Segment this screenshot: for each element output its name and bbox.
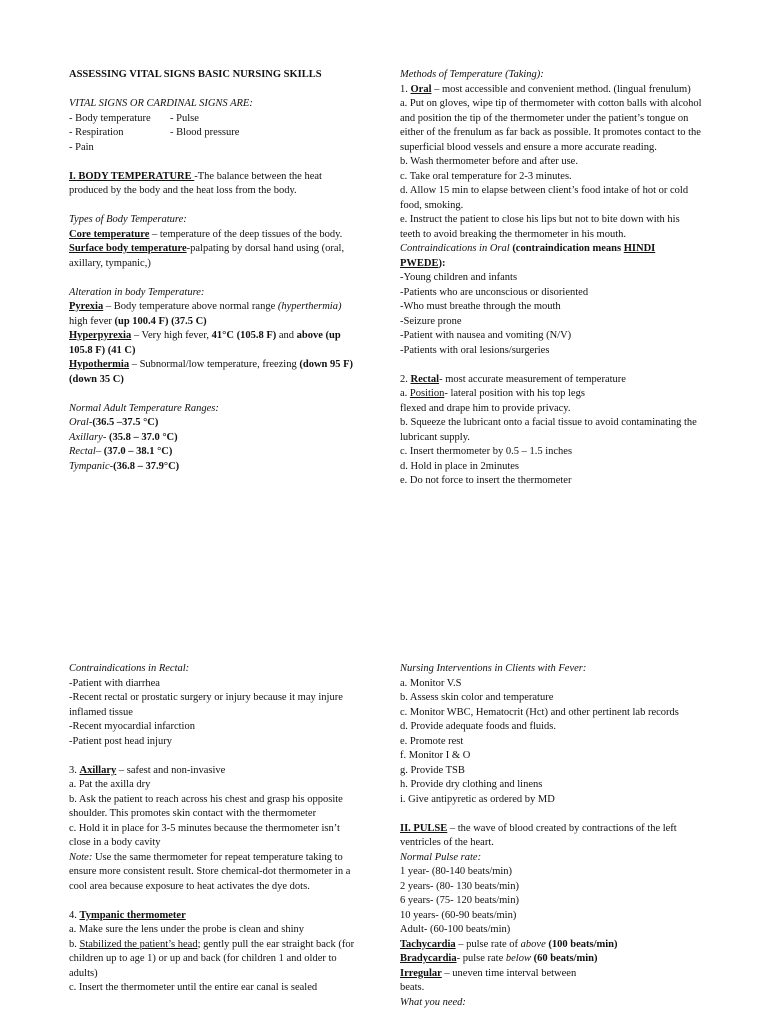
rectal-contraindication: -Patient post head injury — [69, 735, 172, 747]
fever-intervention: f. Monitor I & O — [400, 750, 471, 761]
oral-contraindication: -Patient with nausea and vomiting (N/V) — [400, 330, 572, 341]
column-right-bottom — [400, 662, 702, 1010]
rectal-contraindication: -Recent rectal or prostatic surgery or injury because it may injure inflamed tissue — [69, 692, 343, 718]
rectal-step: c. Insert thermometer by 0.5 – 1.5 inches — [400, 446, 573, 457]
fever-intervention: c. Monitor WBC, Hematocrit (Hct) and other pertinent lab records — [400, 706, 679, 718]
range-oral: Oral-(36.5 –37.5 °C) — [69, 417, 159, 428]
pulse-rate: 1 year- (80-140 beats/min) — [400, 866, 513, 877]
rectal-contraindication: -Patient with diarrhea — [69, 677, 160, 689]
axillary-note: Note: Use the same thermometer for repeat temperature taking to ensure more consistent result. Store chemical-dot thermometer in a cool area because exposure to heat activates the dye dots. — [69, 851, 351, 892]
methods-heading: Methods of Temperature (Taking): — [400, 69, 544, 80]
column-left-bottom — [69, 662, 357, 996]
fever-interventions-heading: Nursing Interventions in Clients with Fever: — [400, 663, 587, 674]
rectal-contraindication: -Recent myocardial infarction — [69, 721, 195, 732]
rectal-contraindications-heading: Contraindications in Rectal: — [69, 663, 190, 674]
rectal-step: d. Hold in place in 2minutes — [400, 460, 519, 472]
fever-intervention: h. Provide dry clothing and linens — [400, 779, 543, 790]
oral-contraindication: -Who must breathe through the mouth — [400, 301, 561, 312]
column-left-top — [69, 68, 357, 474]
vital-item: - Respiration — [69, 127, 124, 138]
oral-contraindication: -Young children and infants — [400, 272, 518, 283]
bradycardia-definition: Bradycardia- pulse rate below (60 beats/min) — [400, 953, 598, 964]
tympanic-step: c. Insert the thermometer until the entire ear canal is sealed — [69, 982, 318, 993]
hyperpyrexia-definition: Hyperpyrexia – Very high fever, 41°C (105.8 F) and above (up 105.8 F) (41 C) — [69, 330, 341, 356]
oral-step: b. Wash thermometer before and after use. — [400, 156, 578, 167]
pulse-rate: 6 years- (75- 120 beats/min) — [400, 895, 519, 906]
pulse-definition: II. PULSE – the wave of blood created by contractions of the left ventricles of the heart. — [400, 822, 677, 848]
pyrexia-definition: Pyrexia – Body temperature above normal range (hyperthermia) high fever (up 100.4 F) (37.5 C) — [69, 301, 342, 327]
column-right-top — [400, 68, 702, 489]
vital-item: - Body temperature — [69, 112, 151, 124]
fever-intervention: e. Promote rest — [400, 735, 464, 747]
tachycardia-definition: Tachycardia – pulse rate of above (100 beats/min) — [400, 938, 618, 950]
vital-row — [69, 141, 357, 156]
oral-contraindication: -Seizure prone — [400, 315, 462, 327]
rectal-step: flexed and drape him to provide privacy. — [400, 402, 571, 414]
oral-contraindications-heading: Contraindications in Oral (contraindication means HINDI PWEDE): — [400, 243, 656, 269]
tympanic-step: a. Make sure the lens under the probe is clean and shiny — [69, 924, 305, 935]
fever-intervention: a. Monitor V.S — [400, 677, 462, 689]
oral-step: a. Put on gloves, wipe tip of thermometer with cotton balls with alcohol and position the tip of the thermometer under the patient’s tongue on either of the frenulum as far back as possible. It promotes contact to the superficial blood vessels and ensure a more accurate reading. — [400, 98, 702, 153]
irregular-definition-cont: beats. — [400, 982, 425, 993]
fever-intervention: b. Assess skin color and temperature — [400, 692, 554, 703]
tympanic-method: 4. Tympanic thermometer — [69, 909, 186, 921]
vital-row — [69, 126, 357, 141]
axillary-step: b. Ask the patient to reach across his chest and grasp his opposite shoulder. This promotes skin contact with the thermometer — [69, 793, 343, 819]
pulse-title: II. PULSE — [400, 822, 448, 834]
range-axillary: Axillary- (35.8 – 37.0 °C) — [69, 431, 178, 443]
oral-method: 1. Oral – most accessible and convenient method. (lingual frenulum) — [400, 83, 691, 95]
hypothermia-definition: Hypothermia – Subnormal/low temperature, freezing (down 95 F) (down 35 C) — [69, 359, 354, 385]
range-rectal: Rectal– (37.0 – 38.1 °C) — [69, 446, 173, 457]
oral-contraindication: -Patients with oral lesions/surgeries — [400, 344, 550, 356]
types-heading: Types of Body Temperature: — [69, 214, 187, 225]
irregular-definition: Irregular – uneven time interval between — [400, 967, 577, 979]
body-temperature-definition: I. BODY TEMPERATURE -The balance between the heat produced by the body and the heat loss from the body. — [69, 170, 322, 196]
axillary-step: c. Hold it in place for 3-5 minutes because the thermometer isn’t close in a body cavity — [69, 822, 340, 848]
fever-intervention: i. Give antipyretic as ordered by MD — [400, 793, 555, 805]
oral-step: c. Take oral temperature for 2-3 minutes. — [400, 170, 572, 182]
vital-item: - Pain — [69, 141, 94, 153]
rectal-step: e. Do not force to insert the thermometer — [400, 475, 572, 486]
document-title: ASSESSING VITAL SIGNS BASIC NURSING SKILLS — [69, 69, 322, 80]
ranges-heading: Normal Adult Temperature Ranges: — [69, 402, 219, 414]
pulse-rate: 10 years- (60-90 beats/min) — [400, 909, 517, 921]
fever-intervention: g. Provide TSB — [400, 764, 465, 776]
fever-intervention: d. Provide adequate foods and fluids. — [400, 721, 557, 732]
vital-row — [69, 112, 357, 127]
what-you-need-heading: What you need: — [400, 996, 466, 1008]
rectal-step: a. Position- lateral position with his top legs — [400, 388, 585, 399]
body-temperature-title: I. BODY TEMPERATURE — [69, 170, 195, 182]
tympanic-step: b. Stabilized the patient’s head; gently pull the ear straight back (for children up to age 1) or up and back (for children 1 and older to adults) — [69, 938, 355, 979]
pulse-rate: Adult- (60-100 beats/min) — [400, 924, 511, 935]
vital-item: - Blood pressure — [170, 127, 240, 138]
core-temperature-definition: Core temperature – temperature of the deep tissues of the body. — [69, 228, 343, 240]
oral-contraindication: -Patients who are unconscious or disoriented — [400, 286, 589, 298]
surface-temperature-definition: Surface body temperature-palpating by dorsal hand using (oral, axillary, tympanic,) — [69, 243, 345, 269]
pulse-rate: 2 years- (80- 130 beats/min) — [400, 880, 519, 892]
alteration-heading: Alteration in body Temperature: — [69, 286, 205, 298]
oral-step: e. Instruct the patient to close his lips but not to bite down with his teeth to avoid breaking the thermometer in his mouth. — [400, 214, 680, 240]
axillary-step: a. Pat the axilla dry — [69, 779, 151, 790]
vital-signs-heading: VITAL SIGNS OR CARDINAL SIGNS ARE: — [69, 98, 253, 109]
pulse-rate-heading: Normal Pulse rate: — [400, 851, 482, 863]
axillary-method: 3. Axillary – safest and non-invasive — [69, 764, 226, 776]
vital-signs-list — [69, 112, 357, 156]
vital-item: - Pulse — [170, 112, 199, 124]
rectal-method: 2. Rectal- most accurate measurement of temperature — [400, 373, 626, 385]
rectal-step: b. Squeeze the lubricant onto a facial tissue to avoid contaminating the lubricant supply. — [400, 417, 697, 443]
oral-step: d. Allow 15 min to elapse between client’s food intake of hot or cold food, smoking. — [400, 185, 689, 211]
range-tympanic: Tympanic-(36.8 – 37.9°C) — [69, 460, 180, 472]
